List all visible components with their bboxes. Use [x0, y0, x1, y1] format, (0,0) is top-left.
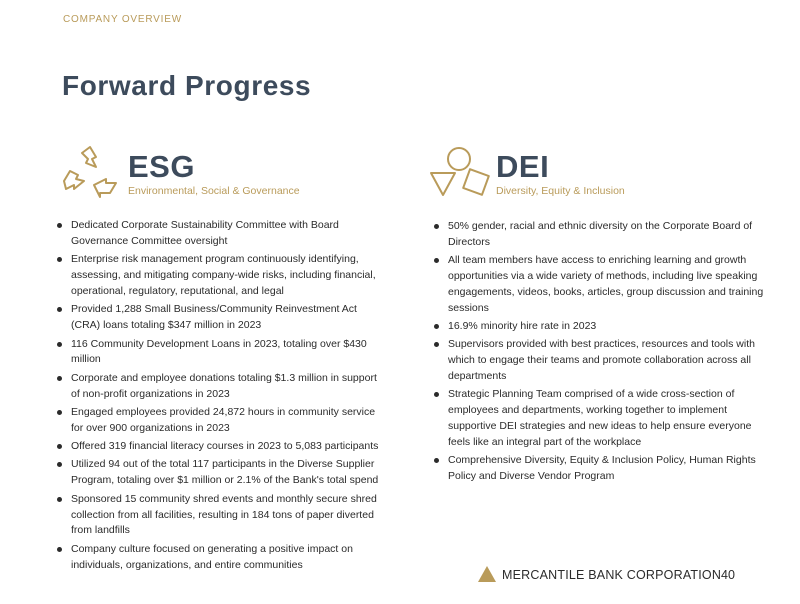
bullet-dot: [57, 444, 62, 449]
bullet-dot: [57, 410, 62, 415]
list-item: All team members have access to enriching learning and growth opportunities via a wide variety of methods, including live speaking engagements, videos, books, articles, group discussion and training sessions: [433, 253, 765, 317]
list-item: 16.9% minority hire rate in 2023: [433, 319, 765, 335]
esg-heading: [60, 145, 380, 205]
company-name: MERCANTILE BANK CORPORATION: [502, 568, 722, 582]
bullet-dot: [434, 258, 439, 263]
bullet-dot: [434, 458, 439, 463]
bullet-dot: [57, 223, 62, 228]
page-title: Forward Progress: [62, 70, 312, 101]
list-item: Supervisors provided with best practices, resources and tools with which to engage their teams and promote collaboration across all departments: [433, 337, 765, 385]
bullet-dot: [57, 497, 62, 502]
bullet-dot: [434, 324, 439, 329]
diverse-shapes-icon: [428, 145, 494, 203]
list-item: Company culture focused on generating a positive impact on individuals, organizations, and entire communities: [56, 542, 386, 574]
list-item: Enterprise risk management program continuously identifying, assessing, and mitigating company-wide risks, including financial, operational, regulatory, reputational, and legal: [56, 252, 386, 300]
list-item: Strategic Planning Team comprised of a wide cross-section of employees and departments, working together to implement supportive DEI strategies and new ideas to help ensure everyone feels like an integral part of the workplace: [433, 387, 765, 451]
dei-subtitle: Diversity, Equity & Inclusion: [496, 185, 625, 197]
list-item: 50% gender, racial and ethnic diversity on the Corporate Board of Directors: [433, 219, 765, 251]
esg-title: ESG: [128, 149, 195, 184]
list-item: Engaged employees provided 24,872 hours in community service for over 900 organizations in 2023: [56, 405, 386, 437]
bullet-dot: [434, 392, 439, 397]
recycle-arrows-icon: [60, 145, 120, 201]
list-item: 116 Community Development Loans in 2023, totaling over $430 million: [56, 337, 386, 369]
section-eyebrow: COMPANY OVERVIEW: [63, 14, 182, 25]
list-item: Provided 1,288 Small Business/Community Reinvestment Act (CRA) loans totaling $347 million in 2023: [56, 302, 386, 334]
list-item: Offered 319 financial literacy courses in 2023 to 5,083 participants: [56, 439, 386, 455]
page-number: 40: [721, 568, 735, 582]
list-item: Corporate and employee donations totaling $1.3 million in support of non-profit organizations in 2023: [56, 371, 386, 403]
bullet-dot: [57, 307, 62, 312]
bullet-dot: [434, 342, 439, 347]
list-item: Utilized 94 out of the total 117 participants in the Diverse Supplier Program, totaling over $1 million or 2.1% of the Bank's total spend: [56, 457, 386, 489]
dei-bullet-list: [433, 219, 765, 487]
list-item: Dedicated Corporate Sustainability Committee with Board Governance Committee oversight: [56, 218, 386, 250]
bullet-dot: [57, 342, 62, 347]
list-item: Comprehensive Diversity, Equity & Inclusion Policy, Human Rights Policy and Diverse Vendor Program: [433, 453, 765, 485]
bullet-dot: [57, 376, 62, 381]
esg-bullet-list: [56, 218, 386, 576]
mountain-logo-icon: [478, 566, 496, 582]
dei-heading: [428, 145, 748, 205]
dei-title: DEI: [496, 149, 550, 184]
bullet-dot: [57, 462, 62, 467]
esg-subtitle: Environmental, Social & Governance: [128, 185, 300, 197]
bullet-dot: [434, 224, 439, 229]
bullet-dot: [57, 257, 62, 262]
list-item: Sponsored 15 community shred events and monthly secure shred collection from all facilities, resulting in 184 tons of paper diverted from landfills: [56, 492, 386, 540]
bullet-dot: [57, 547, 62, 552]
